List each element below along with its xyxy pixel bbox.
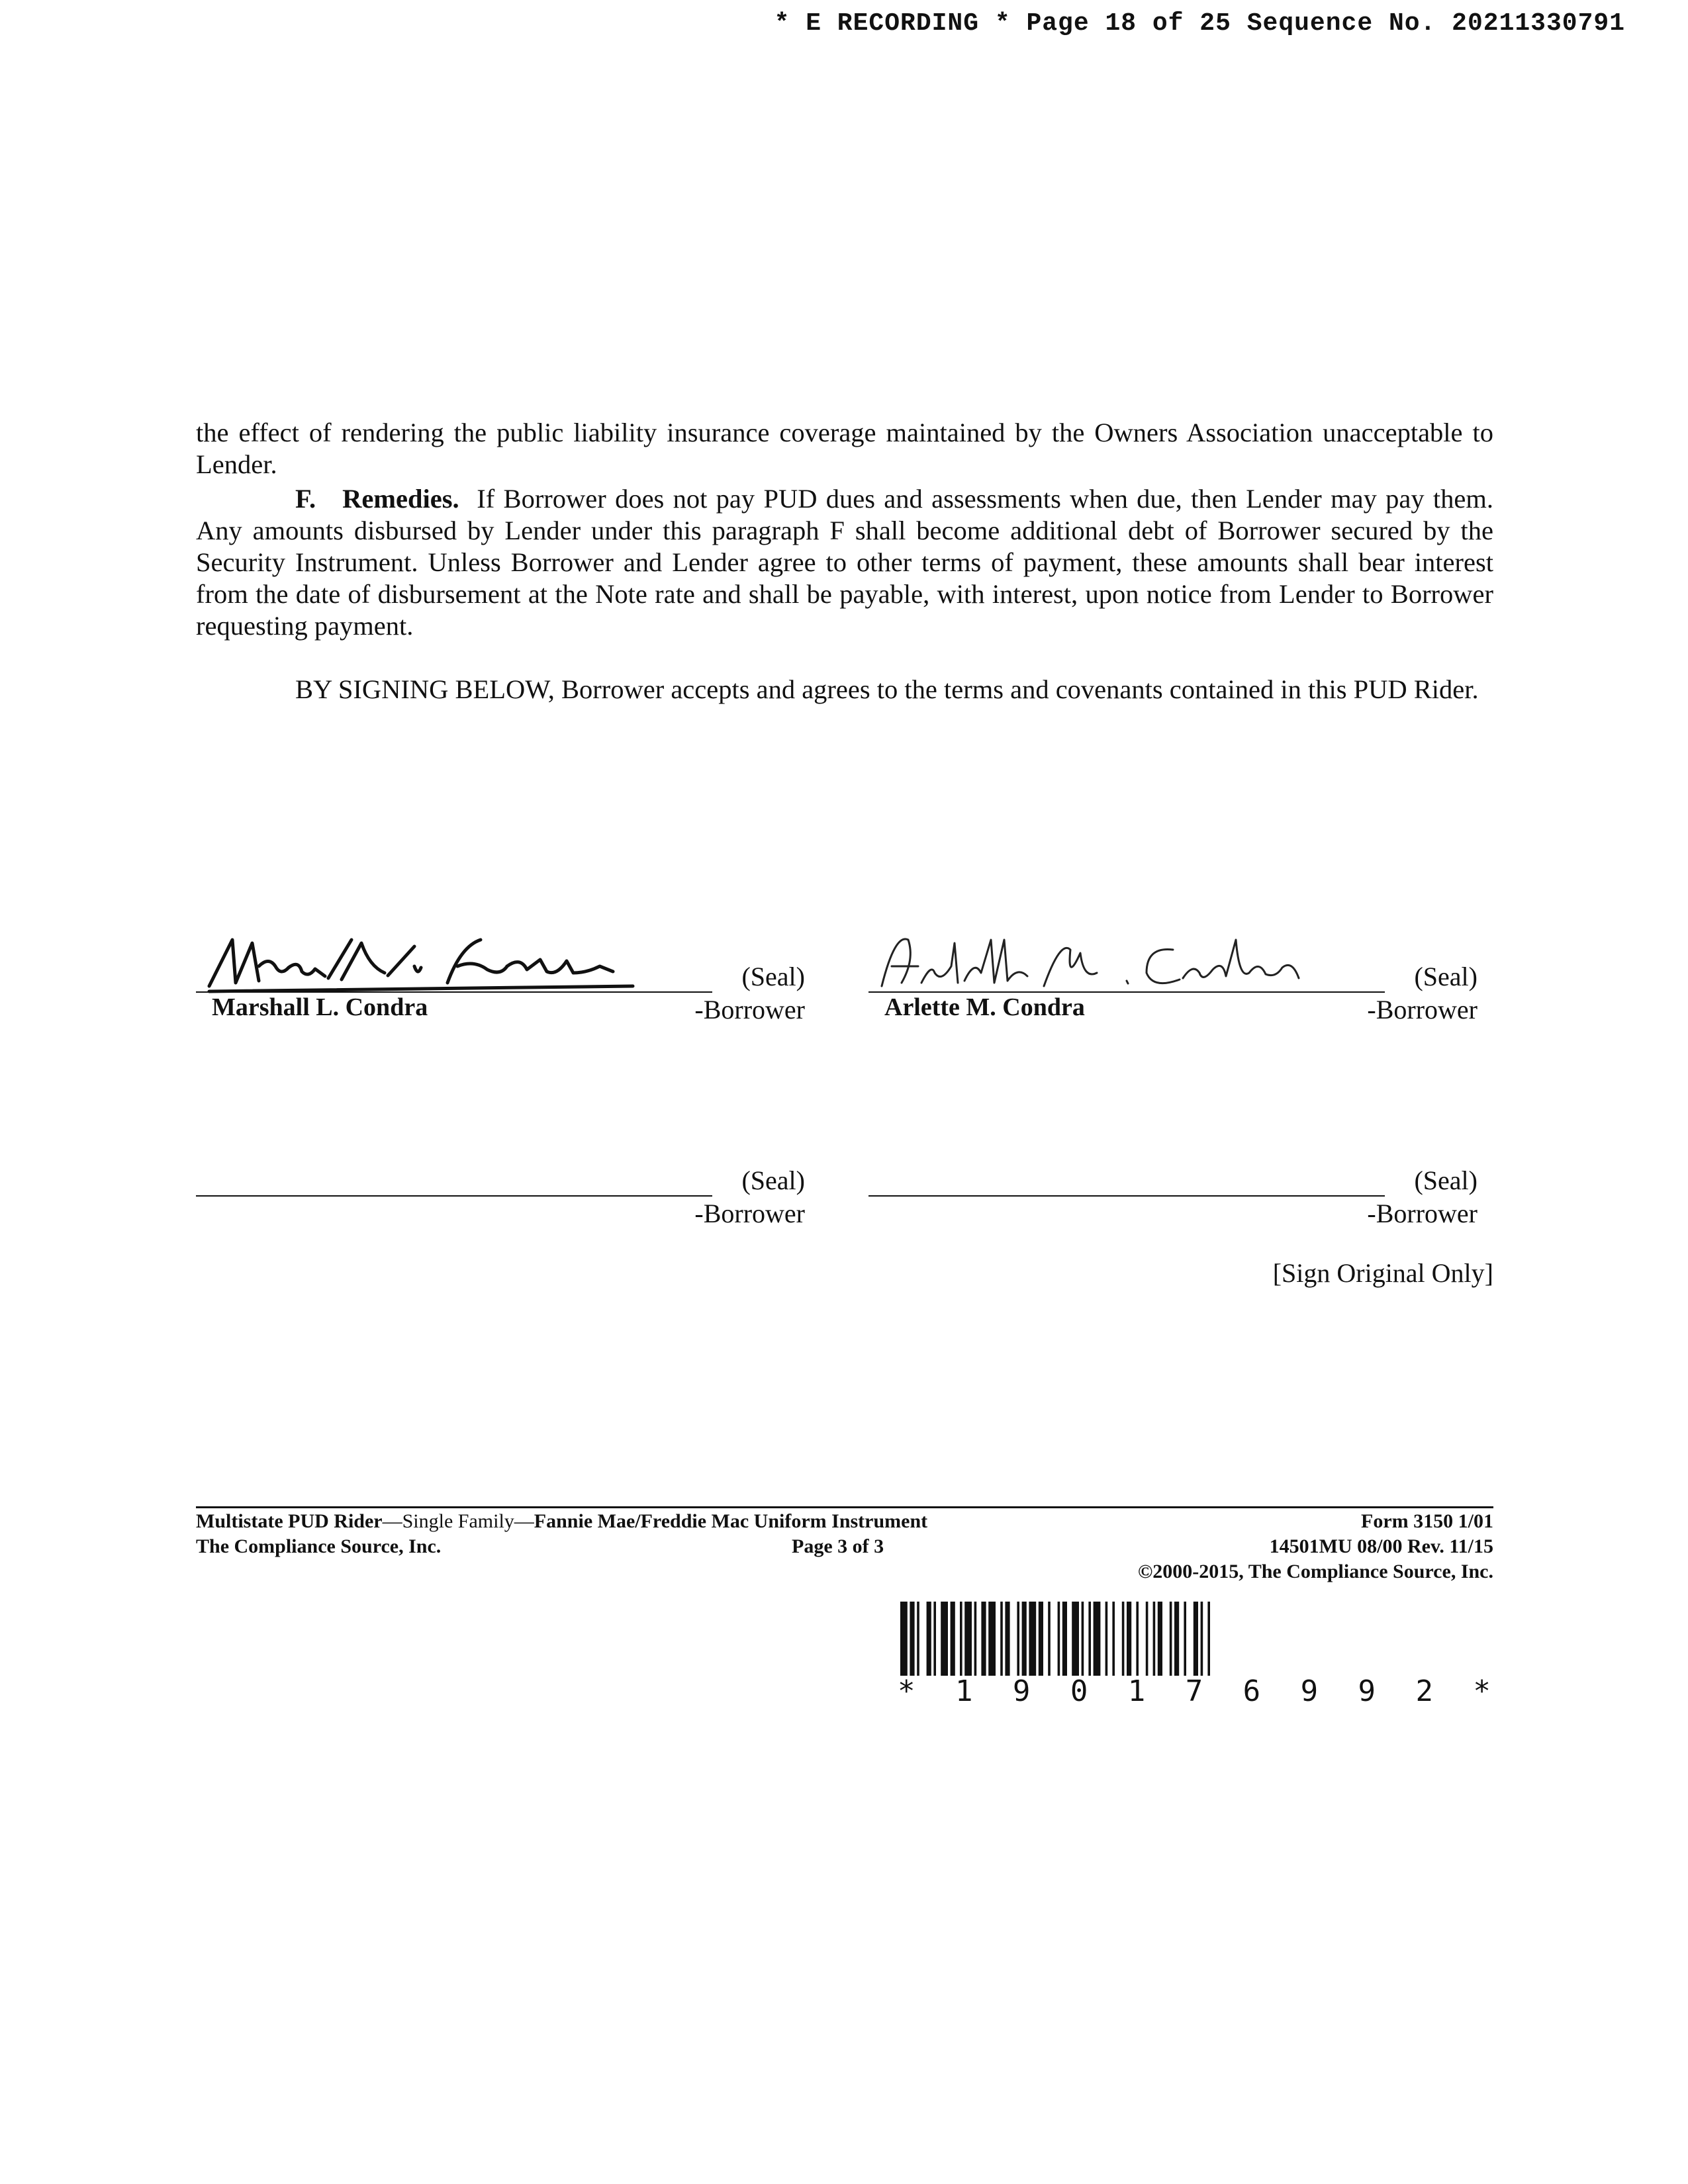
remedies-label: F. [295,484,316,514]
footer-page-number: Page 3 of 3 [792,1535,884,1557]
remedies-text: If Borrower does not pay PUD dues and assessments when due, then Lender may pay them. Any amounts disbursed by Lender under this paragraph F shall become additional debt of Borrower secured by the Security Instrument. Unless Borrower and Lender agree to other terms of payment, these amounts shall bear interest from the date of disbursement at the Note rate and shall be payable, with interest, upon notice from Lender to Borrower requesting payment. [196,484,1494,641]
barcode-digit: * [1473,1674,1491,1708]
barcode-digit: 1 [955,1674,973,1708]
sign-original-only-note: [Sign Original Only] [1272,1258,1493,1288]
barcode-digit: 7 [1185,1674,1203,1708]
barcode-digit: 9 [1358,1674,1376,1708]
barcode-bar [1072,1602,1079,1676]
barcode-digit: * [898,1674,915,1708]
barcode-bar [1000,1602,1003,1676]
barcode-bar [960,1602,962,1676]
signature-block-borrower-4 [868,1124,1477,1228]
barcode-bar [910,1602,914,1676]
barcode-bar [1062,1602,1067,1676]
footer-title-b: —Single Family— [382,1510,534,1532]
barcode-bar [1022,1602,1027,1676]
remedies-heading: Remedies. [342,484,459,514]
barcode-bar [1122,1602,1125,1676]
barcode-bar [964,1602,972,1676]
barcode-bar [1158,1602,1162,1676]
barcode-bar [1174,1602,1179,1676]
barcode-digit: 2 [1415,1674,1433,1708]
barcode-bar [1105,1602,1108,1676]
signature-block-borrower-1 [196,920,805,1024]
signature-line-4 [868,1195,1385,1197]
borrower-role-1: -Borrower [694,995,805,1024]
seal-label-4: (Seal) [1414,1165,1477,1195]
signer-name-2: Arlette M. Condra [884,993,1085,1021]
barcode-bar [1146,1602,1149,1676]
seal-label-3: (Seal) [741,1165,805,1195]
footer-revision: 14501MU 08/00 Rev. 11/15 [1269,1535,1493,1557]
barcode-digit: 9 [1300,1674,1319,1708]
footer-title-a: Multistate PUD Rider [196,1510,383,1532]
borrower-role-2: -Borrower [1367,995,1477,1024]
barcode-bar [1194,1602,1198,1676]
barcode-digit: 1 [1127,1674,1146,1708]
footer-publisher: The Compliance Source, Inc. [196,1535,442,1557]
footer-rule [196,1506,1493,1508]
paragraph-signing [196,674,1493,705]
barcode-bar [1153,1602,1156,1676]
barcode-bar [1184,1602,1186,1676]
handwritten-signature-marshall [196,920,646,999]
barcode-bar [900,1602,908,1676]
paragraph-insurance-text: the effect of rendering the public liability insurance coverage maintained by the Owners Association unacceptable to Lender. [196,418,1493,479]
barcode-bar [988,1602,996,1676]
barcode-bar [974,1602,977,1676]
borrower-role-4: -Borrower [1367,1199,1477,1228]
footer-copyright: ©2000-2015, The Compliance Source, Inc. [1137,1561,1493,1582]
barcode-bar [1005,1602,1009,1676]
barcode-bar [1039,1602,1043,1676]
barcode-bar [1088,1602,1091,1676]
borrower-role-3: -Borrower [694,1199,805,1228]
barcode-bar [941,1602,948,1676]
barcode-digit: 0 [1070,1674,1088,1708]
barcode-bar [1201,1602,1203,1676]
barcode-digit: 9 [1012,1674,1031,1708]
barcode-bar [1094,1602,1101,1676]
signing-text: BY SIGNING BELOW, Borrower accepts and agrees to the terms and covenants contained in this PUD Rider. [295,674,1479,704]
barcode-bar [1017,1602,1019,1676]
footer-form-title [196,1510,927,1533]
barcode-bar [1112,1602,1115,1676]
barcode-bar [1058,1602,1060,1676]
barcode-bar [1170,1602,1172,1676]
seal-label-2: (Seal) [1414,962,1477,991]
barcode-bar [951,1602,955,1676]
signer-name-1: Marshall L. Condra [212,993,428,1021]
paragraph-remedies [196,483,1493,642]
signature-block-borrower-2 [868,920,1477,1024]
barcode-bar [1029,1602,1036,1676]
barcode-bar [917,1602,919,1676]
recording-header: * E RECORDING * Page 18 of 25 Sequence No. 20211330791 [774,9,1625,38]
barcode-bar [1136,1602,1139,1676]
footer-title-c: Fannie Mae/Freddie Mac Uniform Instrument [534,1510,928,1532]
seal-label-1: (Seal) [741,962,805,991]
barcode-bar [981,1602,986,1676]
barcode-bar [1207,1602,1210,1676]
handwritten-signature-arlette [868,920,1319,999]
barcode-bar [1048,1602,1051,1676]
barcode-bar [1127,1602,1131,1676]
barcode-bar [927,1602,931,1676]
barcode-image [898,1602,1491,1676]
footer-form-number: Form 3150 1/01 [1361,1510,1493,1532]
barcode-digit: 6 [1243,1674,1261,1708]
barcode-bar [933,1602,936,1676]
paragraph-insurance [196,417,1493,480]
barcode-digits [898,1674,1491,1708]
signature-line-3 [196,1195,712,1197]
barcode-bar [1082,1602,1084,1676]
signature-block-borrower-3 [196,1124,805,1228]
